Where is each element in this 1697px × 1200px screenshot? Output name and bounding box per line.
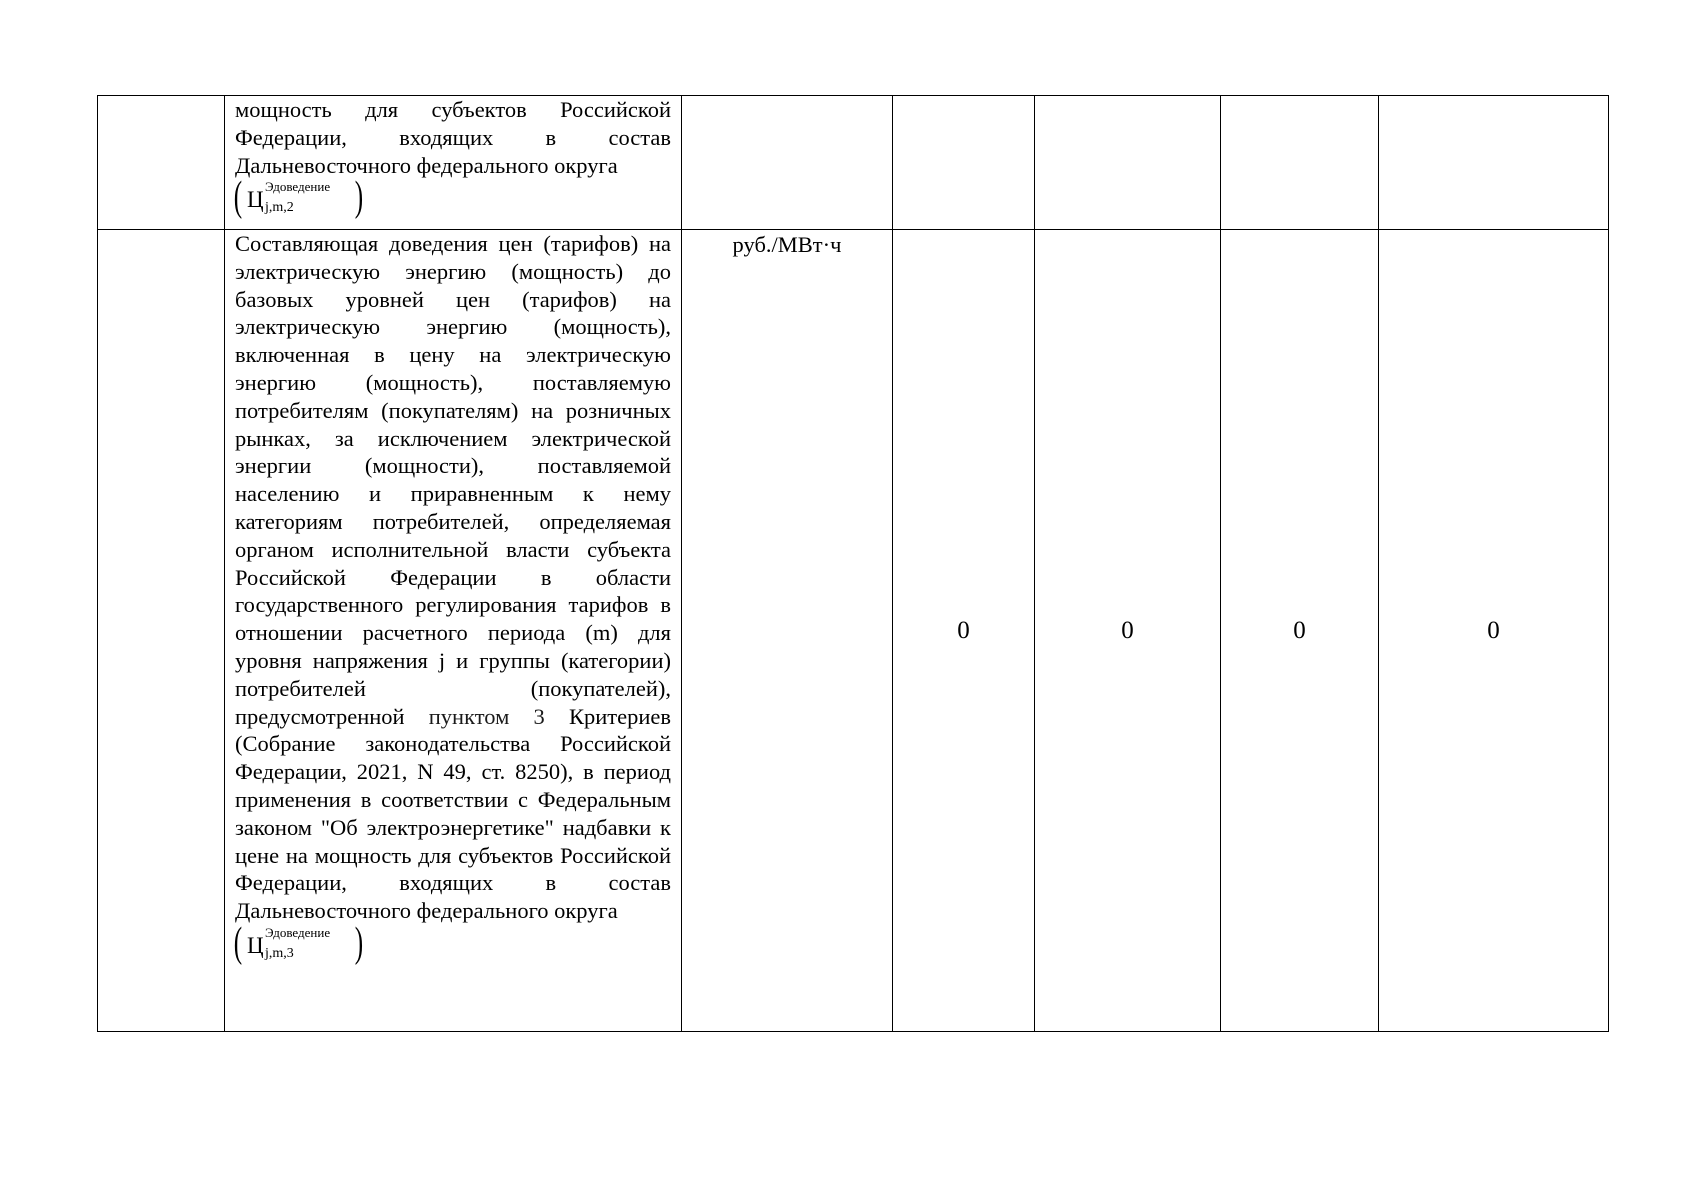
value-cell	[1221, 96, 1379, 230]
unit-cell	[682, 96, 893, 230]
formula-symbol: Ц	[247, 187, 264, 213]
value-cell: 0	[1379, 230, 1609, 1032]
description-text: мощность для субъектов Российской Федерации, входящих в состав Дальневосточного федерального округа	[235, 97, 671, 178]
value-cell: 0	[893, 230, 1035, 1032]
value-cell: 0	[1221, 230, 1379, 1032]
value-cell	[893, 96, 1035, 230]
row-number-cell	[98, 230, 225, 1032]
value-cell	[1379, 96, 1609, 230]
formula-symbol: Ц	[247, 932, 264, 958]
formula-open-paren: (	[233, 174, 243, 221]
formula-superscript: Эдоведение	[265, 924, 331, 940]
description-cell	[225, 96, 682, 230]
table-row	[98, 96, 1609, 230]
formula-close-paren: )	[354, 919, 364, 966]
description-cell	[225, 230, 682, 1032]
formula-superscript: Эдоведение	[265, 179, 331, 195]
formula	[233, 919, 671, 966]
value-cell	[1035, 96, 1221, 230]
formula	[233, 174, 671, 221]
unit-cell: руб./МВт·ч	[682, 230, 893, 1032]
value-cell: 0	[1035, 230, 1221, 1032]
formula-close-paren: )	[354, 174, 364, 221]
formula-subscript: j,m,3	[265, 945, 294, 961]
reference-link[interactable]: пунктом 3	[428, 703, 545, 729]
formula-open-paren: (	[233, 919, 243, 966]
tariff-table	[97, 95, 1609, 1032]
formula-subscript: j,m,2	[265, 200, 294, 216]
row-number-cell	[98, 96, 225, 230]
description-text: Составляющая доведения цен (тарифов) на электрическую энергию (мощность) до базовых уровней цен (тарифов) на электрическую энергию (мощность), включенная в цену на электрическую энергию (мощность), поставляемую потребителям (покупателям) на розничных рынках, за исключением электрической энергии (мощности), поставляемой населению и приравненным к нему категориям потребителей, определяемая органом исполнительной власти субъекта Российской Федерации в области государственного регулирования тарифов в отношении расчетного периода (m) для уровня напряжения j и группы (категории) потребителей (покупателей), предусмотренной	[235, 231, 671, 729]
description-text-continued: Критериев (Собрание законодательства Российской Федерации, 2021, N 49, ст. 8250), в период применения в соответствии с Федеральным законом "Об электроэнергетике" надбавки к цене на мощность для субъектов Российской Федерации, входящих в состав Дальневосточного федерального округа	[235, 703, 671, 924]
table-row	[98, 230, 1609, 1032]
